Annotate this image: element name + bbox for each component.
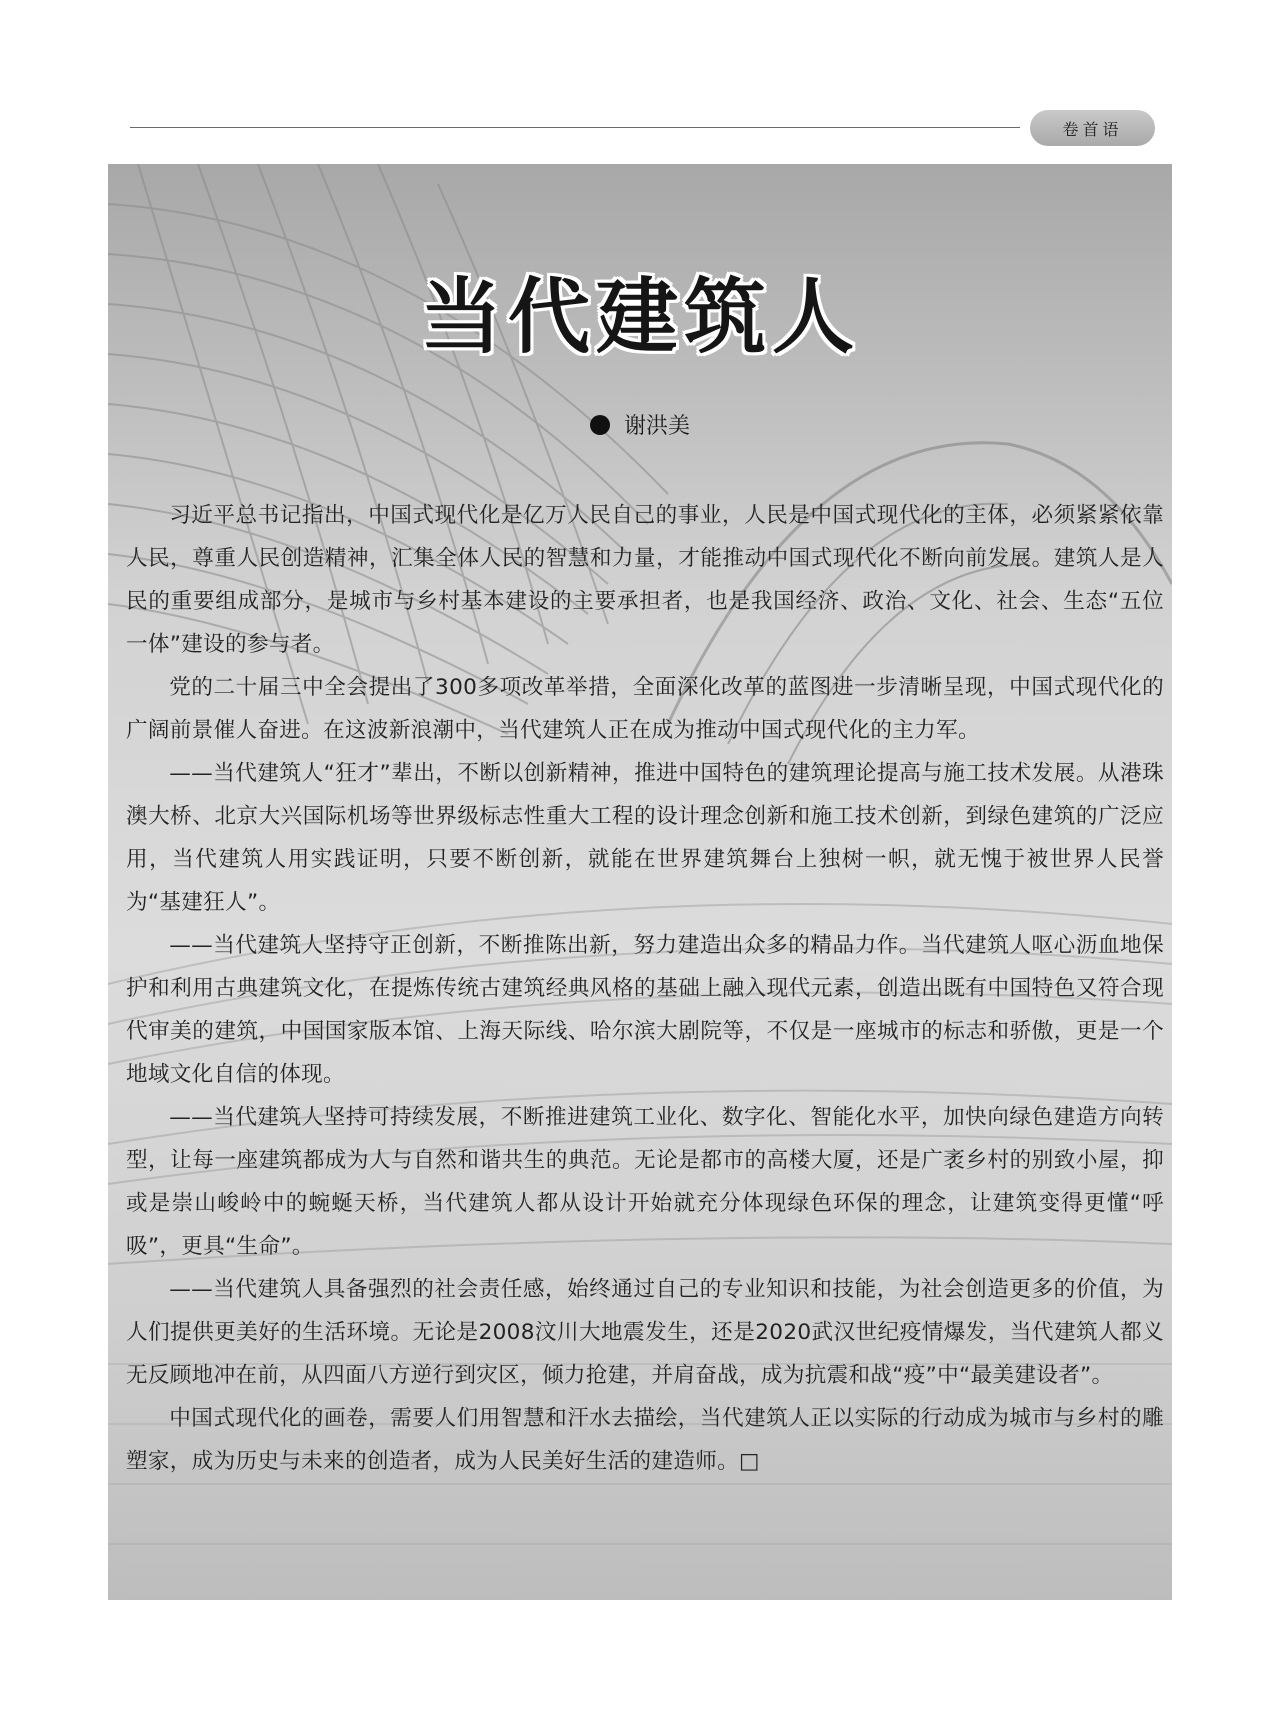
- article-panel: [108, 164, 1172, 1600]
- paragraph: 党的二十届三中全会提出了300多项改革举措，全面深化改革的蓝图进一步清晰呈现，中国式现代化的广阔前景催人奋进。在这波新浪潮中，当代建筑人正在成为推动中国式现代化的主力军。: [126, 675, 1164, 743]
- bullet-dot-icon: [590, 415, 610, 435]
- article-title: 当代建筑人: [419, 269, 860, 365]
- paragraph: ——当代建筑人坚持可持续发展，不断推进建筑工业化、数字化、智能化水平，加快向绿色建造方向转型，让每一座建筑都成为人与自然和谐共生的典范。无论是都市的高楼大厦，还是广袤乡村的别致小屋，抑或是崇山峻岭中的蜿蜒天桥，当代建筑人都从设计开始就充分体现绿色环保的理念，让建筑变得更懂“呼吸”，更具“生命”。: [126, 1105, 1164, 1259]
- article-body: [126, 494, 1164, 1483]
- paragraph: ——当代建筑人“狂才”辈出，不断以创新精神，推进中国特色的建筑理论提高与施工技术发展。从港珠澳大桥、北京大兴国际机场等世界级标志性重大工程的设计理念创新和施工技术创新，到绿色建筑的广泛应用，当代建筑人用实践证明，只要不断创新，就能在世界建筑舞台上独树一帜，就无愧于被世界人民誉为“基建狂人”。: [126, 761, 1164, 915]
- paragraph: 习近平总书记指出，中国式现代化是亿万人民自己的事业，人民是中国式现代化的主体，必须紧紧依靠人民，尊重人民创造精神，汇集全体人民的智慧和力量，才能推动中国式现代化不断向前发展。建筑人是人民的重要组成部分，是城市与乡村基本建设的主要承担者，也是我国经济、政治、文化、社会、生态“五位一体”建设的参与者。: [126, 503, 1164, 657]
- byline: [108, 409, 1172, 440]
- author-name: 谢洪美: [623, 414, 690, 439]
- paragraph: ——当代建筑人具备强烈的社会责任感，始终通过自己的专业知识和技能，为社会创造更多的价值，为人们提供更美好的生活环境。无论是2008汶川大地震发生，还是2020武汉世纪疫情爆发，当代建筑人都义无反顾地冲在前，从四面八方逆行到灾区，倾力抢建，并肩奋战，成为抗震和战“疫”中“最美建设者”。: [126, 1277, 1164, 1388]
- paragraph: ——当代建筑人坚持守正创新，不断推陈出新，努力建造出众多的精品力作。当代建筑人呕心沥血地保护和利用古典建筑文化，在提炼传统古建筑经典风格的基础上融入现代元素，创造出既有中国特色又符合现代审美的建筑，中国国家版本馆、上海天际线、哈尔滨大剧院等，不仅是一座城市的标志和骄傲，更是一个地域文化自信的体现。: [126, 933, 1164, 1087]
- header-rule: [130, 127, 1020, 128]
- section-label: 卷首语: [1030, 110, 1155, 146]
- paragraph: 中国式现代化的画卷，需要人们用智慧和汗水去描绘，当代建筑人正以实际的行动成为城市与乡村的雕塑家，成为历史与未来的创造者，成为人民美好生活的建造师。□: [126, 1406, 1164, 1474]
